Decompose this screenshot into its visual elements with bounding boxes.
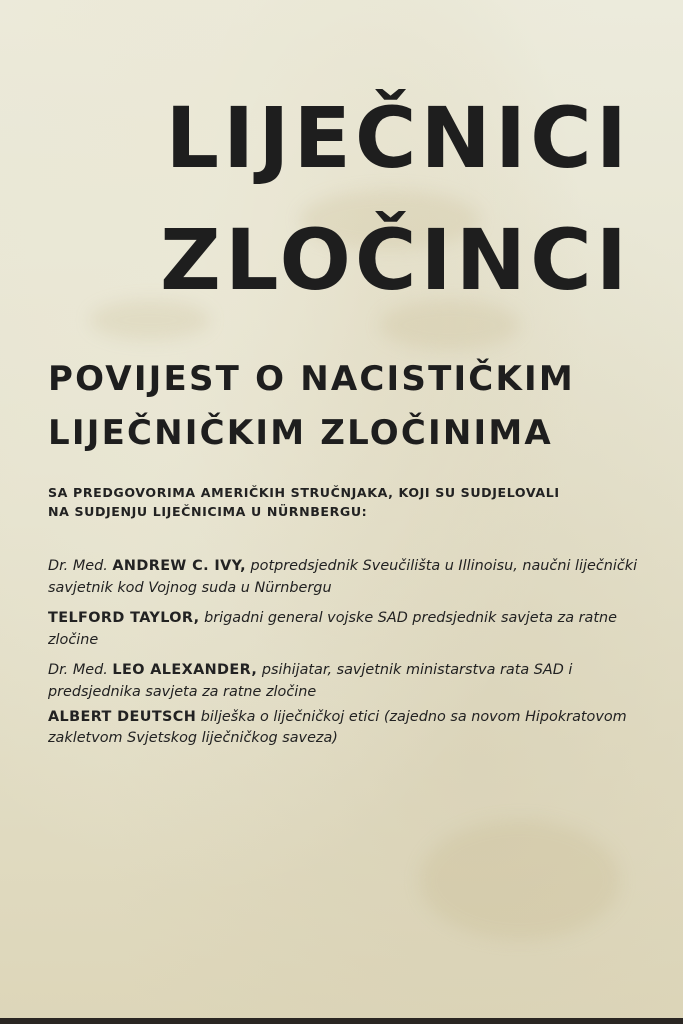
main-title-line-2: ZLOČINCI [160, 211, 631, 309]
contributor-name: ANDREW C. IVY, [112, 558, 246, 574]
page-bottom-edge [0, 1018, 683, 1024]
contributor-entry [48, 556, 638, 599]
preface-intro-line-1: SA PREDGOVORIMA AMERIČKIH STRUČNJAKA, KOJI SU SUDJELOVALI [48, 485, 560, 500]
subtitle-line-2: LIJEČNIČKIM ZLOČINIMA [48, 413, 553, 454]
subtitle [48, 352, 633, 461]
contributor-description: psihijatar, savjetnik ministarstva rata SAD i predsjednika savjeta za ratne zločine [48, 662, 573, 701]
subtitle-line-1: POVIJEST O NACISTIČKIM [48, 359, 575, 399]
contributor-entry [48, 608, 638, 651]
contributor-description: potpredsjednik Sveučilišta u Illinoisu, naučni liječnički savjetnik kod Vojnog suda u Nürnbergu [48, 558, 638, 596]
contributor-description: brigadni general vojske SAD predsjednik savjeta za ratne zločine [48, 610, 617, 648]
contributor-description: bilješka o liječničkoj etici (zajedno sa novom Hipokratovom zakletvom Svjetskog liječničkog saveza) [48, 708, 627, 747]
contributor-entry [48, 660, 638, 703]
contributor-name: LEO ALEXANDER, [112, 662, 258, 679]
paper-stain [420, 820, 620, 940]
contributor-list [48, 556, 638, 759]
contributor-prefix: Dr. Med. [48, 662, 108, 679]
main-title-line-1: LIJEČNICI [165, 89, 631, 187]
preface-intro [48, 484, 638, 522]
contributor-name: TELFORD TAYLOR, [48, 610, 200, 627]
contributor-name: ALBERT DEUTSCH [48, 708, 197, 725]
contributor-entry [48, 707, 638, 750]
contributor-prefix: Dr. Med. [48, 558, 108, 574]
preface-intro-line-2: NA SUDJENJU LIJEČNICIMA U NÜRNBERGU: [48, 503, 368, 519]
